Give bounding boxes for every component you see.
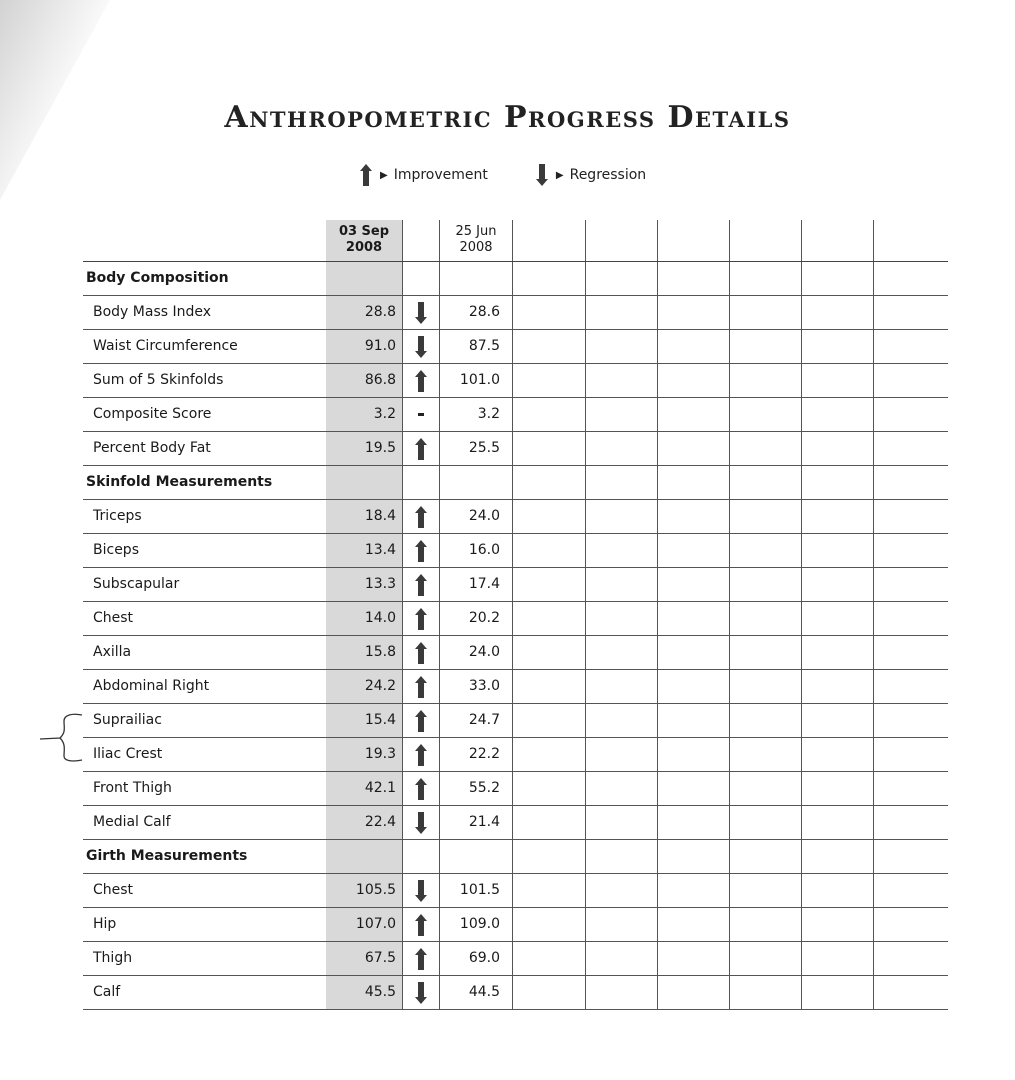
arrow-up-icon — [411, 540, 431, 562]
section-heading-row — [83, 261, 948, 296]
arrow-down-icon — [411, 812, 431, 834]
table-row — [83, 635, 948, 670]
arrow-up-icon — [411, 948, 431, 970]
previous-value: 24.7 — [468, 712, 500, 728]
table-row — [83, 397, 948, 432]
current-value: 91.0 — [364, 338, 396, 354]
current-value: 22.4 — [364, 814, 396, 830]
measure-label: Body Mass Index — [93, 304, 212, 320]
triangle-right-icon: ▶ — [555, 169, 564, 181]
table-row — [83, 363, 948, 398]
table-row — [83, 771, 948, 806]
current-value: 18.4 — [364, 508, 396, 524]
previous-value: 16.0 — [468, 542, 500, 558]
section-heading-row — [83, 465, 948, 500]
section-heading-row — [83, 839, 948, 874]
current-value: 105.5 — [355, 882, 396, 898]
arrow-down-icon — [411, 982, 431, 1004]
previous-value: 22.2 — [468, 746, 500, 762]
previous-value: 24.0 — [468, 644, 500, 660]
measure-label: Biceps — [93, 542, 139, 558]
handwritten-bracket-mark — [38, 712, 88, 764]
previous-value: 21.4 — [468, 814, 500, 830]
table-row — [83, 975, 948, 1010]
current-date-header — [326, 224, 402, 256]
previous-value: 44.5 — [468, 984, 500, 1000]
current-value: 45.5 — [364, 984, 396, 1000]
legend-improvement-label: Improvement — [393, 167, 488, 183]
measure-label: Hip — [93, 916, 117, 932]
measure-label: Medial Calf — [93, 814, 171, 830]
previous-value: 33.0 — [468, 678, 500, 694]
measure-label: Sum of 5 Skinfolds — [93, 372, 224, 388]
current-value: 15.8 — [364, 644, 396, 660]
measure-label: Axilla — [93, 644, 132, 660]
legend-regression — [536, 164, 646, 186]
table-row — [83, 669, 948, 704]
legend-regression-label: Regression — [569, 167, 647, 183]
current-value: 42.1 — [364, 780, 396, 796]
arrow-up-icon — [411, 506, 431, 528]
current-value: 3.2 — [373, 406, 396, 422]
current-value: 24.2 — [364, 678, 396, 694]
measure-label: Composite Score — [93, 406, 212, 422]
current-value: 15.4 — [364, 712, 396, 728]
current-date-day: 03 Sep — [338, 224, 390, 239]
arrow-up-icon — [360, 164, 372, 186]
previous-value: 24.0 — [468, 508, 500, 524]
header-row — [83, 220, 948, 262]
current-value: 107.0 — [355, 916, 396, 932]
arrow-up-icon — [411, 778, 431, 800]
table-row — [83, 499, 948, 534]
arrow-up-icon — [411, 710, 431, 732]
section-heading: Girth Measurements — [86, 848, 248, 864]
legend — [360, 160, 694, 190]
measure-label: Iliac Crest — [93, 746, 163, 762]
current-value: 67.5 — [364, 950, 396, 966]
previous-value: 3.2 — [477, 406, 500, 422]
measure-label: Thigh — [93, 950, 133, 966]
measure-label: Calf — [93, 984, 121, 1000]
table-row — [83, 703, 948, 738]
current-value: 86.8 — [364, 372, 396, 388]
table-row — [83, 329, 948, 364]
table-row — [83, 873, 948, 908]
measure-label: Percent Body Fat — [93, 440, 211, 456]
current-date-year: 2008 — [345, 240, 383, 255]
current-value: 28.8 — [364, 304, 396, 320]
previous-date-day: 25 Jun — [455, 224, 497, 239]
no-change-icon — [411, 404, 431, 426]
arrow-up-icon — [411, 438, 431, 460]
triangle-right-icon: ▶ — [380, 169, 388, 181]
measure-label: Chest — [93, 610, 134, 626]
current-value: 19.3 — [364, 746, 396, 762]
arrow-up-icon — [411, 574, 431, 596]
arrow-up-icon — [411, 642, 431, 664]
table-row — [83, 431, 948, 466]
measure-label: Chest — [93, 882, 134, 898]
table-row — [83, 567, 948, 602]
previous-date-header — [440, 224, 512, 256]
table-row — [83, 907, 948, 942]
table-row — [83, 805, 948, 840]
previous-date-year: 2008 — [459, 240, 493, 255]
previous-value: 25.5 — [468, 440, 500, 456]
table-row — [83, 295, 948, 330]
measure-label: Abdominal Right — [93, 678, 210, 694]
measure-label: Triceps — [93, 508, 142, 524]
previous-value: 101.0 — [459, 372, 500, 388]
previous-value: 55.2 — [468, 780, 500, 796]
previous-value: 101.5 — [459, 882, 500, 898]
current-value: 13.4 — [364, 542, 396, 558]
arrow-up-icon — [411, 676, 431, 698]
legend-improvement — [360, 164, 488, 186]
arrow-up-icon — [411, 914, 431, 936]
section-heading: Body Composition — [86, 270, 229, 286]
table-row — [83, 533, 948, 568]
arrow-up-icon — [411, 744, 431, 766]
previous-value: 69.0 — [468, 950, 500, 966]
arrow-down-icon — [411, 336, 431, 358]
arrow-up-icon — [411, 370, 431, 392]
measure-label: Suprailiac — [93, 712, 162, 728]
previous-value: 20.2 — [468, 610, 500, 626]
previous-value: 28.6 — [468, 304, 500, 320]
previous-value: 109.0 — [459, 916, 500, 932]
measure-label: Subscapular — [93, 576, 180, 592]
arrow-down-icon — [411, 302, 431, 324]
current-value: 13.3 — [364, 576, 396, 592]
table-row — [83, 941, 948, 976]
previous-value: 87.5 — [468, 338, 500, 354]
measure-label: Front Thigh — [93, 780, 172, 796]
arrow-up-icon — [411, 608, 431, 630]
previous-value: 17.4 — [468, 576, 500, 592]
arrow-down-icon — [411, 880, 431, 902]
measure-label: Waist Circumference — [93, 338, 238, 354]
page-title: Anthropometric Progress Details — [224, 100, 791, 135]
table-row — [83, 737, 948, 772]
current-value: 19.5 — [364, 440, 396, 456]
table-row — [83, 601, 948, 636]
arrow-down-icon — [536, 164, 548, 186]
section-heading: Skinfold Measurements — [86, 474, 273, 490]
progress-table — [83, 220, 948, 1010]
current-value: 14.0 — [364, 610, 396, 626]
